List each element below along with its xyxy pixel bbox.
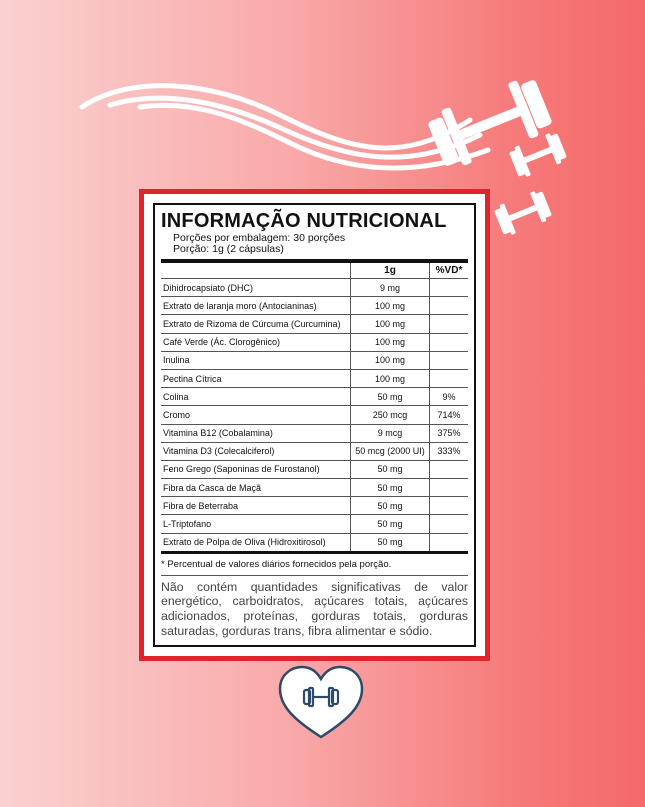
nutrient-amount: 100 mg [351, 315, 430, 333]
table-row [161, 424, 468, 442]
nutrient-amount: 50 mg [351, 460, 430, 478]
nutrient-dv [430, 333, 469, 351]
nutrient-dv [430, 479, 469, 497]
nutrient-dv [430, 497, 469, 515]
nutrient-dv [430, 460, 469, 478]
nutrient-amount: 50 mg [351, 497, 430, 515]
table-row [161, 351, 468, 369]
heart-dumbbell-icon [276, 663, 366, 743]
nutrient-name: Fibra da Casca de Maçã [161, 479, 351, 497]
nutrient-name: Fibra de Beterraba [161, 497, 351, 515]
nutrient-amount: 50 mg [351, 533, 430, 552]
nutrient-amount: 50 mg [351, 479, 430, 497]
nutrient-column-header [161, 261, 351, 279]
table-row [161, 479, 468, 497]
nutrient-dv [430, 369, 469, 387]
table-row [161, 406, 468, 424]
nutrient-name: Cromo [161, 406, 351, 424]
divider [161, 575, 468, 576]
table-row [161, 533, 468, 552]
nutrient-name: Inulina [161, 351, 351, 369]
nutrient-dv: 714% [430, 406, 469, 424]
nutrient-amount: 50 mg [351, 515, 430, 533]
table-row [161, 369, 468, 387]
nutrient-name: Extrato de Rizoma de Cúrcuma (Curcumina) [161, 315, 351, 333]
nutrient-name: Café Verde (Ác. Clorogênico) [161, 333, 351, 351]
table-row [161, 497, 468, 515]
servings-per-package: Porções por embalagem: 30 porções [173, 232, 346, 244]
nutrient-amount: 50 mcg (2000 UI) [351, 442, 430, 460]
nutrient-name: Feno Grego (Saponinas de Furostanol) [161, 460, 351, 478]
nutrient-dv [430, 297, 469, 315]
table-header-row [161, 261, 468, 279]
table-row [161, 515, 468, 533]
nutrient-dv: 333% [430, 442, 469, 460]
nutrition-label [153, 203, 476, 647]
nutrient-name: Pectina Cítrica [161, 369, 351, 387]
nutrient-name: Extrato de laranja moro (Antocianinas) [161, 297, 351, 315]
label-title: INFORMAÇÃO NUTRICIONAL [161, 210, 447, 232]
nutrient-name: Extrato de Polpa de Oliva (Hidroxitirosol) [161, 533, 351, 552]
nutrient-dv [430, 315, 469, 333]
nutrient-amount: 100 mg [351, 297, 430, 315]
nutrient-amount: 100 mg [351, 351, 430, 369]
table-row [161, 388, 468, 406]
table-row [161, 315, 468, 333]
dv-column-header: %VD* [430, 261, 469, 279]
nutrient-dv [430, 515, 469, 533]
disclaimer-text: Não contém quantidades significativas de valor energético, carboidratos, açúcares totais, açúcares adicionados, proteínas, gorduras totais, gorduras saturadas, gorduras trans, fibra alimentar e sódio. [161, 579, 468, 638]
nutrient-amount: 50 mg [351, 388, 430, 406]
nutrient-amount: 100 mg [351, 333, 430, 351]
nutrient-amount: 250 mcg [351, 406, 430, 424]
amount-column-header: 1g [351, 261, 430, 279]
nutrient-amount: 9 mg [351, 279, 430, 297]
nutrient-dv: 375% [430, 424, 469, 442]
nutrition-table [161, 259, 468, 554]
footnote: * Percentual de valores diários fornecidos pela porção. [161, 558, 392, 570]
nutrient-name: Vitamina B12 (Cobalamina) [161, 424, 351, 442]
nutrition-rows [161, 279, 468, 553]
nutrient-amount: 100 mg [351, 369, 430, 387]
table-row [161, 460, 468, 478]
nutrient-name: L-Triptofano [161, 515, 351, 533]
nutrient-dv [430, 533, 469, 552]
nutrient-name: Colina [161, 388, 351, 406]
nutrient-dv [430, 351, 469, 369]
table-row [161, 297, 468, 315]
nutrient-name: Dihidrocapsiato (DHC) [161, 279, 351, 297]
table-row [161, 442, 468, 460]
nutrient-dv [430, 279, 469, 297]
nutrient-name: Vitamina D3 (Colecalciferol) [161, 442, 351, 460]
nutrient-dv: 9% [430, 388, 469, 406]
table-row [161, 333, 468, 351]
nutrition-label-card [139, 189, 490, 661]
serving-size: Porção: 1g (2 cápsulas) [173, 243, 284, 255]
nutrient-amount: 9 mcg [351, 424, 430, 442]
table-row [161, 279, 468, 297]
